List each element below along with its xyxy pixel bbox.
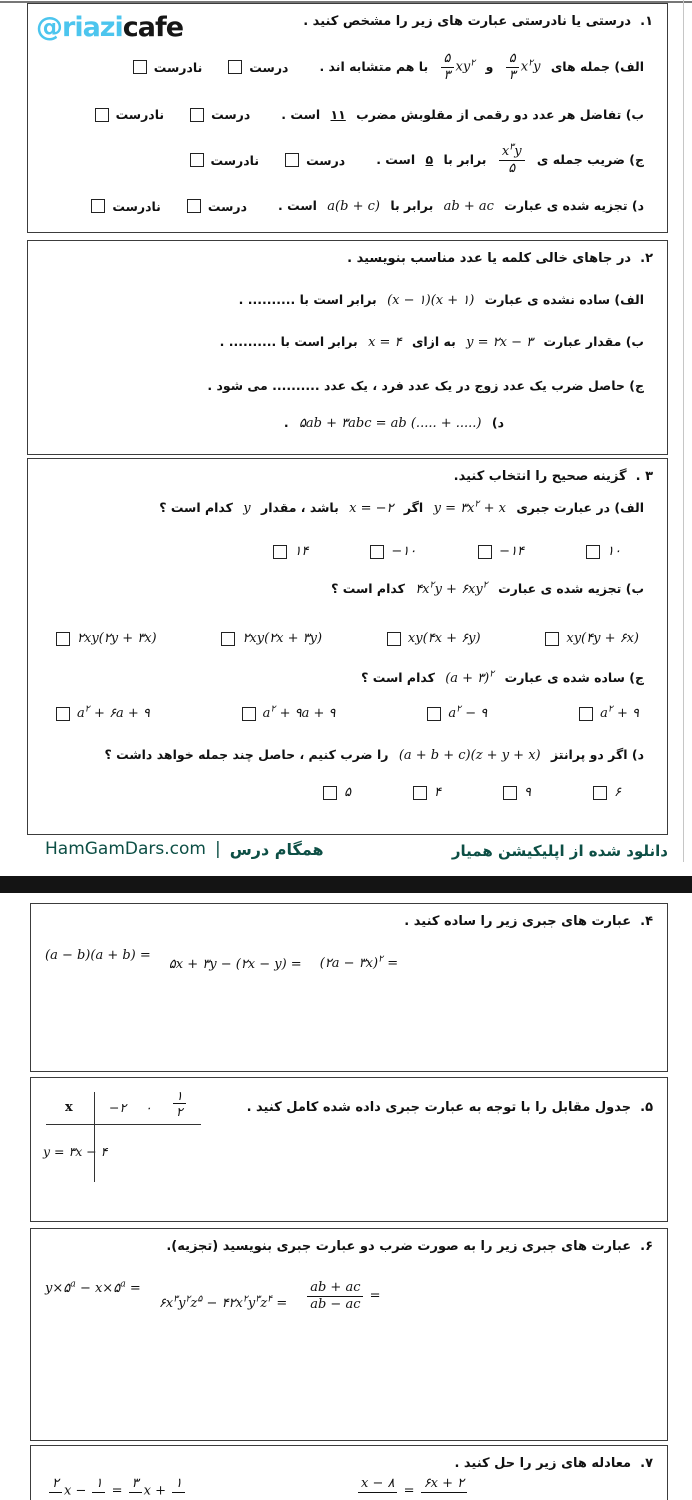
statement-text: است . (278, 198, 317, 214)
q5-value-table (43, 1086, 218, 1191)
math-expression: y (243, 501, 251, 516)
statement-text: د) اگر دو پرانتز (550, 747, 644, 762)
false-label: نادرست (115, 107, 165, 123)
option-checkbox[interactable] (579, 707, 593, 721)
q2-item-c (28, 378, 667, 393)
question-4-title (31, 904, 667, 929)
footer-separator: | (214, 839, 221, 859)
statement-text: کدام است ؟ (361, 670, 435, 685)
question-title-text: جدول مقابل را با توجه به عبارت جبری داده شده کامل کنید . (246, 1100, 632, 1115)
statement-text: برابر است با .......... . (238, 292, 377, 307)
option-value: −۱۰ (391, 544, 417, 559)
statement-text: است . (376, 151, 416, 167)
statement-text: و (485, 58, 494, 74)
statement-text: را ضرب کنیم ، حاصل چند جمله خواهد داشت ؟ (104, 747, 389, 762)
true-false-group (71, 199, 247, 214)
math-expression: (a + b + c)(z + y + x) (398, 748, 541, 763)
question-2-title (28, 241, 667, 266)
false-option (133, 60, 203, 75)
q3-item-a (28, 500, 667, 516)
math-expression: x = −۲ (349, 501, 394, 516)
riazicafe-logo (36, 12, 183, 43)
option-3 (242, 703, 336, 721)
true-label: درست (211, 107, 251, 123)
option-checkbox[interactable] (593, 786, 607, 800)
question-3-section (27, 458, 668, 835)
math-expression: $y = ۳x^۲ + x$ (433, 498, 506, 516)
q4-expression-3: (۲a − ۳x)$^۲$ = (319, 953, 399, 971)
question-7-title (31, 1446, 667, 1471)
question-title-text: درستی یا نادرستی عبارت های زیر را مشخص کنید . (303, 14, 632, 29)
false-option (95, 107, 165, 122)
math-expression: $\frac{۵}{۳}$ $xy^۲$ (439, 51, 476, 83)
table-value-2: ۰ (145, 1100, 152, 1115)
option-4 (56, 631, 157, 646)
statement-text: ب) تجزیه شده ی عبارت (498, 581, 644, 596)
option-checkbox[interactable] (503, 786, 517, 800)
q1-item-d (28, 198, 667, 214)
question-7-section (30, 1445, 668, 1500)
question-number: ۶. (640, 1239, 653, 1254)
question-6-section (30, 1228, 668, 1441)
option-checkbox[interactable] (221, 632, 235, 646)
q3-item-c-options (28, 703, 667, 721)
footer-download-note: دانلود شده از اپلیکیشن همیار (451, 842, 668, 860)
option-checkbox[interactable] (242, 707, 256, 721)
math-expression: $\frac{x^۳y}{۵}$ (497, 144, 527, 176)
page-divider-bar (0, 876, 692, 893)
option-value: $a^۲$ + ۹a + ۹ (262, 703, 336, 721)
q1-item-b (28, 107, 667, 122)
option-value: $a^۲$ + ۶a + ۹ (77, 703, 150, 721)
option-checkbox[interactable] (545, 632, 559, 646)
math-expression: (x − ۱)(x + ۱) (387, 293, 475, 308)
true-false-group (170, 153, 346, 168)
statement-text: . (283, 415, 289, 430)
checkbox-false[interactable] (91, 199, 105, 213)
false-option (190, 153, 260, 168)
footer-brand-name: همگام درس (229, 839, 324, 859)
question-title-text: گزینه صحیح را انتخاب کنید. (453, 469, 627, 484)
q3-item-a-options (28, 544, 667, 559)
option-checkbox[interactable] (586, 545, 600, 559)
underlined-value: ۵ (425, 151, 434, 167)
option-checkbox[interactable] (323, 786, 337, 800)
q4-expression-1: (a − b)(a + b) = (45, 948, 151, 963)
statement-text: الف) جمله های (550, 58, 644, 74)
q1-item-c (28, 141, 667, 176)
page-footer (0, 836, 692, 872)
false-label: نادرست (112, 198, 161, 214)
question-number: ۲. (640, 251, 653, 266)
checkbox-true[interactable] (285, 153, 299, 167)
statement-text: ج) ضریب جمله ی (536, 151, 644, 167)
q4-expression-2: ۵x + ۳y − (۲x − y) = (168, 957, 302, 972)
q1-item-b-statement (278, 107, 647, 122)
option-value: ۱۰ (607, 544, 621, 559)
option-2 (478, 544, 524, 559)
statement-text: برابر با (443, 151, 487, 167)
q3-item-b-statement (328, 581, 647, 597)
logo-suffix: cafe (122, 12, 184, 43)
question-6-title (31, 1229, 667, 1254)
statement-text: ج) ساده شده ی عبارت (504, 670, 644, 685)
option-2 (387, 631, 481, 646)
q2-item-b (28, 334, 667, 350)
checkbox-true[interactable] (187, 199, 201, 213)
question-number: ۴. (640, 914, 653, 929)
option-checkbox[interactable] (56, 632, 70, 646)
option-3 (221, 631, 322, 646)
false-label: نادرست (153, 59, 203, 75)
question-title-text: عبارت های جبری زیر را به صورت ضرب دو عبارت جبری بنویسید (تجزیه). (166, 1239, 632, 1254)
statement-text: ج) حاصل ضرب یک عدد زوج در یک عدد فرد ، یک عدد .......... می شود . (207, 378, 644, 393)
question-4-section (30, 903, 668, 1072)
q1-item-c-statement (373, 141, 647, 176)
statement-text: کدام است ؟ (331, 581, 405, 596)
q1-item-a-statement (316, 51, 647, 83)
question-3-title (28, 459, 667, 484)
true-false-group (75, 107, 251, 122)
true-option (228, 60, 288, 75)
q2-item-b-statement (217, 334, 647, 350)
statement-text: برابر است با .......... . (219, 334, 358, 349)
question-number: ۱. (640, 14, 653, 29)
option-value: −۱۴ (499, 544, 525, 559)
false-label: نادرست (210, 152, 260, 168)
true-label: درست (207, 198, 248, 214)
option-value: ۴ (434, 785, 442, 800)
question-2-section (27, 240, 668, 455)
statement-text: اگر (403, 500, 424, 515)
statement-text: با هم متشابه اند . (319, 58, 429, 74)
q2-item-a-statement (236, 292, 647, 308)
option-value: $a^۲$ + ۹ (600, 703, 639, 721)
q6-expression-2: $۶x^۳y^۲z^۵$ − $۴۲x^۲y^۳z^۴$ = (158, 1293, 288, 1311)
q3-item-b-options (28, 631, 667, 646)
footer-site-url[interactable]: HamGamDars.com (45, 839, 206, 859)
option-1 (545, 631, 639, 646)
true-label: درست (306, 152, 346, 168)
question-number: ۵. (640, 1100, 653, 1115)
table-vertical-rule (94, 1092, 95, 1182)
option-3 (413, 785, 441, 800)
table-row-label: y = ۳x − ۴ (43, 1144, 108, 1159)
question-5-section (30, 1077, 668, 1222)
checkbox-true[interactable] (228, 60, 242, 74)
checkbox-false[interactable] (133, 60, 147, 74)
option-value: ۱۴ (294, 544, 309, 559)
q3-item-c-statement (358, 670, 647, 686)
checkbox-false[interactable] (190, 153, 204, 167)
true-false-group (113, 60, 289, 75)
false-option (91, 199, 161, 214)
q3-item-d-options (28, 785, 667, 800)
table-value-1: −۲ (109, 1100, 127, 1115)
math-expression: ab + ac (443, 199, 494, 215)
table-value-3: $\frac{۱}{۲}$ (171, 1088, 188, 1119)
q3-item-c (28, 670, 667, 686)
math-expression: a(b + c) (327, 199, 380, 215)
q3-item-b (28, 581, 667, 597)
option-value: xy(۴x + ۶y) (407, 631, 481, 646)
statement-text: برابر با (390, 198, 434, 214)
q2-item-d-statement (281, 415, 507, 431)
option-4 (56, 703, 150, 721)
q7-equation-left: ۲ x − ۱ = ۳ x + ۱ (47, 1476, 187, 1500)
q2-item-d (28, 415, 527, 431)
question-number: ۷. (640, 1456, 653, 1471)
math-expression: ۵ab + ۳abc = ab (..... + .....) (298, 416, 482, 431)
scan-edge-line (683, 0, 684, 862)
option-checkbox[interactable] (478, 545, 492, 559)
option-4 (323, 785, 351, 800)
table-horizontal-rule (46, 1124, 201, 1125)
option-value: ۲xy(۲y + ۳x) (77, 631, 157, 646)
statement-text: باشد ، مقدار (261, 500, 339, 515)
statement-text: ب) تفاضل هر عدد دو رقمی از مقلوبش مضرب (356, 107, 644, 123)
option-value: $a^۲$ − ۹ (448, 703, 488, 721)
checkbox-true[interactable] (190, 108, 204, 122)
q1-item-d-statement (275, 198, 647, 214)
logo-handle: @riazi (36, 12, 123, 43)
statement-text: الف) در عبارت جبری (516, 500, 644, 515)
option-value: ۵ (344, 785, 352, 800)
statement-text: ب) مقدار عبارت (543, 334, 644, 349)
math-expression: (a + ۳)$^۲$ (445, 668, 495, 686)
math-expression: x = ۴ (368, 335, 402, 350)
underlined-value: ۱۱ (330, 107, 346, 123)
table-header-x: x (65, 1100, 73, 1115)
statement-text: د) تجزیه شده ی عبارت (504, 198, 644, 214)
q3-item-d-statement (102, 747, 647, 763)
option-value: ۹ (524, 785, 532, 800)
footer-brand-group (45, 839, 324, 859)
q3-item-d (28, 747, 667, 763)
q6-expression-1: $y\times ۵^a$ − $x\times ۵^a$ = (45, 1278, 141, 1296)
option-checkbox[interactable] (56, 707, 70, 721)
option-value: ۶ (614, 785, 621, 800)
statement-text: کدام است ؟ (159, 500, 233, 515)
option-checkbox[interactable] (427, 707, 441, 721)
option-checkbox[interactable] (413, 786, 427, 800)
statement-text: د) (491, 415, 504, 430)
true-label: درست (249, 59, 289, 75)
option-1 (579, 703, 639, 721)
option-checkbox[interactable] (370, 545, 384, 559)
statement-text: به ازای (411, 334, 456, 349)
option-1 (586, 544, 621, 559)
math-expression: $\frac{۵}{۳}$ $x^۲y$ (504, 51, 541, 83)
q6-expression-3: $\frac{ab + ac}{ab - ac}$ = (291, 1280, 380, 1312)
option-2 (503, 785, 531, 800)
statement-text: است . (281, 107, 321, 123)
question-title-text: معادله های زیر را حل کنید . (454, 1456, 632, 1471)
option-value: xy(۴y + ۶x) (566, 631, 639, 646)
option-value: ۲xy(۲x + ۳y) (242, 631, 323, 646)
question-1-section (27, 3, 668, 233)
option-checkbox[interactable] (387, 632, 401, 646)
q2-item-a (28, 292, 667, 308)
true-option (190, 107, 250, 122)
option-4 (273, 544, 308, 559)
option-checkbox[interactable] (273, 545, 287, 559)
math-expression: y = ۲x − ۳ (466, 335, 534, 350)
true-option (187, 199, 247, 214)
q3-item-a-statement (156, 500, 647, 516)
q1-item-a (28, 51, 667, 83)
q2-item-c-statement (204, 378, 647, 393)
true-option (285, 153, 345, 168)
option-3 (370, 544, 416, 559)
statement-text: الف) ساده نشده ی عبارت (484, 292, 644, 307)
option-2 (427, 703, 488, 721)
checkbox-false[interactable] (95, 108, 109, 122)
question-number: ۳ . (635, 469, 653, 484)
math-expression: $۴x^۲y$ + $۶xy^۲$ (415, 579, 488, 597)
q7-equation-right: x − ۸ = ۶x + ۲ (356, 1476, 469, 1500)
question-title-text: عبارت های جبری زیر را ساده کنید . (404, 914, 632, 929)
question-title-text: در جاهای خالی کلمه یا عدد مناسب بنویسید . (347, 251, 632, 266)
option-1 (593, 785, 621, 800)
